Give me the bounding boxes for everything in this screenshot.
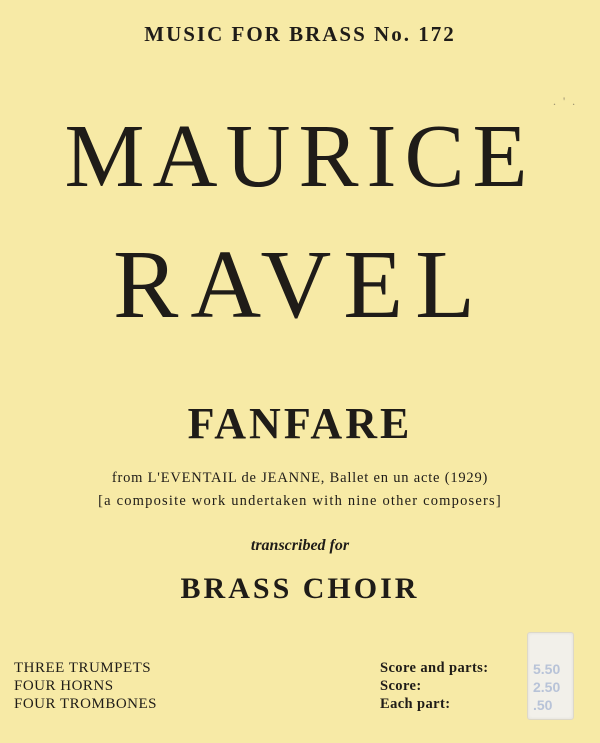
price-label: Score and parts: xyxy=(380,660,489,676)
ensemble-name: BRASS CHOIR xyxy=(180,572,420,605)
price-label: Each part: xyxy=(380,696,451,712)
instrument-item: THREE TRUMPETS xyxy=(14,660,152,676)
composer-last-name: RAVEL xyxy=(112,231,487,339)
composite-note: [a composite work undertaken with nine other composers] xyxy=(98,493,502,509)
instrument-item: FOUR HORNS xyxy=(14,678,114,694)
composer-first-name: MAURICE xyxy=(64,107,536,206)
price-label: Score: xyxy=(380,678,422,694)
price-labels xyxy=(380,659,488,713)
price-sticker xyxy=(527,632,574,720)
transcribed-for: transcribed for xyxy=(250,537,350,554)
margin-mark: . ' . xyxy=(553,94,578,108)
instrument-item: FOUR TROMBONES xyxy=(14,696,158,712)
sticker-price: .50 xyxy=(533,697,553,713)
instrument-list xyxy=(14,659,157,713)
work-title: FANFARE xyxy=(187,399,413,448)
source-line: from L'EVENTAIL de JEANNE, Ballet en un acte (1929) xyxy=(111,470,489,486)
series-title: MUSIC FOR BRASS No. 172 xyxy=(144,22,456,46)
sticker-price: 5.50 xyxy=(533,661,561,677)
sticker-price: 2.50 xyxy=(533,679,561,695)
